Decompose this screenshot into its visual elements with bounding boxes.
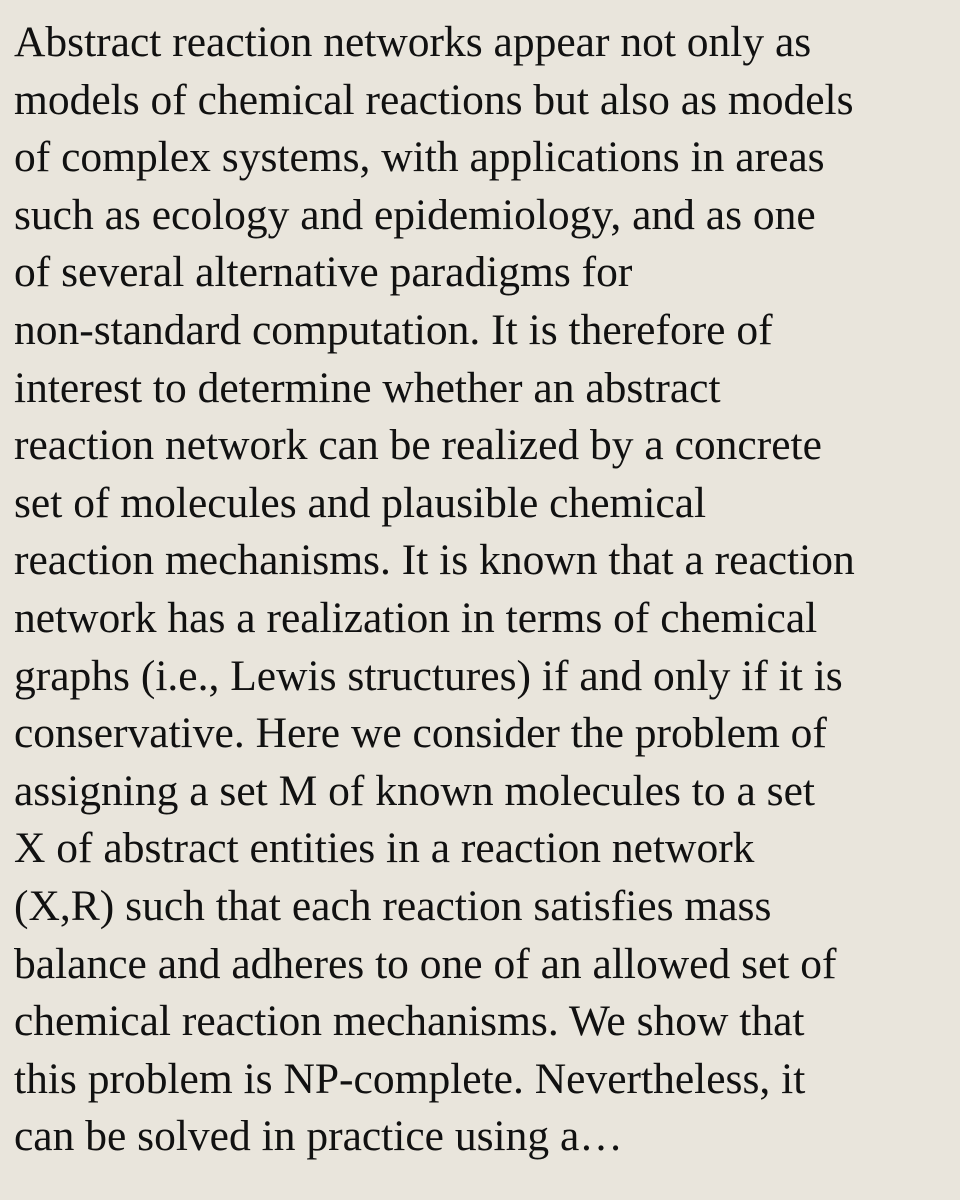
- text-line: models of chemical reactions but also as models: [14, 75, 854, 124]
- text-line: such as ecology and epidemiology, and as one: [14, 190, 816, 239]
- text-line: of complex systems, with applications in areas: [14, 133, 825, 182]
- text-line: chemical reaction mechanisms. We show that: [14, 997, 805, 1046]
- text-line: (X,R) such that each reaction satisfies mass: [14, 881, 772, 930]
- text-line: network has a realization in terms of chemical: [14, 593, 818, 642]
- text-line: balance and adheres to one of an allowed set of: [14, 939, 837, 988]
- text-line: graphs (i.e., Lewis structures) if and only if it is: [14, 651, 843, 700]
- text-line: of several alternative paradigms for: [14, 248, 633, 297]
- text-line: assigning a set M of known molecules to a set: [14, 766, 815, 815]
- text-line: conservative. Here we consider the problem of: [14, 709, 827, 758]
- text-line: non-standard computation. It is therefore of: [14, 305, 773, 354]
- text-line: X of abstract entities in a reaction network: [14, 824, 755, 873]
- text-line: interest to determine whether an abstract: [14, 363, 721, 412]
- text-line: reaction network can be realized by a concrete: [14, 421, 822, 470]
- abstract-text: [14, 14, 948, 1166]
- text-line: reaction mechanisms. It is known that a reaction: [14, 536, 855, 585]
- text-line: set of molecules and plausible chemical: [14, 478, 707, 527]
- text-line: can be solved in practice using a…: [14, 1112, 623, 1161]
- text-line: Abstract reaction networks appear not only as: [14, 18, 812, 66]
- text-line: this problem is NP-complete. Nevertheless, it: [14, 1054, 806, 1103]
